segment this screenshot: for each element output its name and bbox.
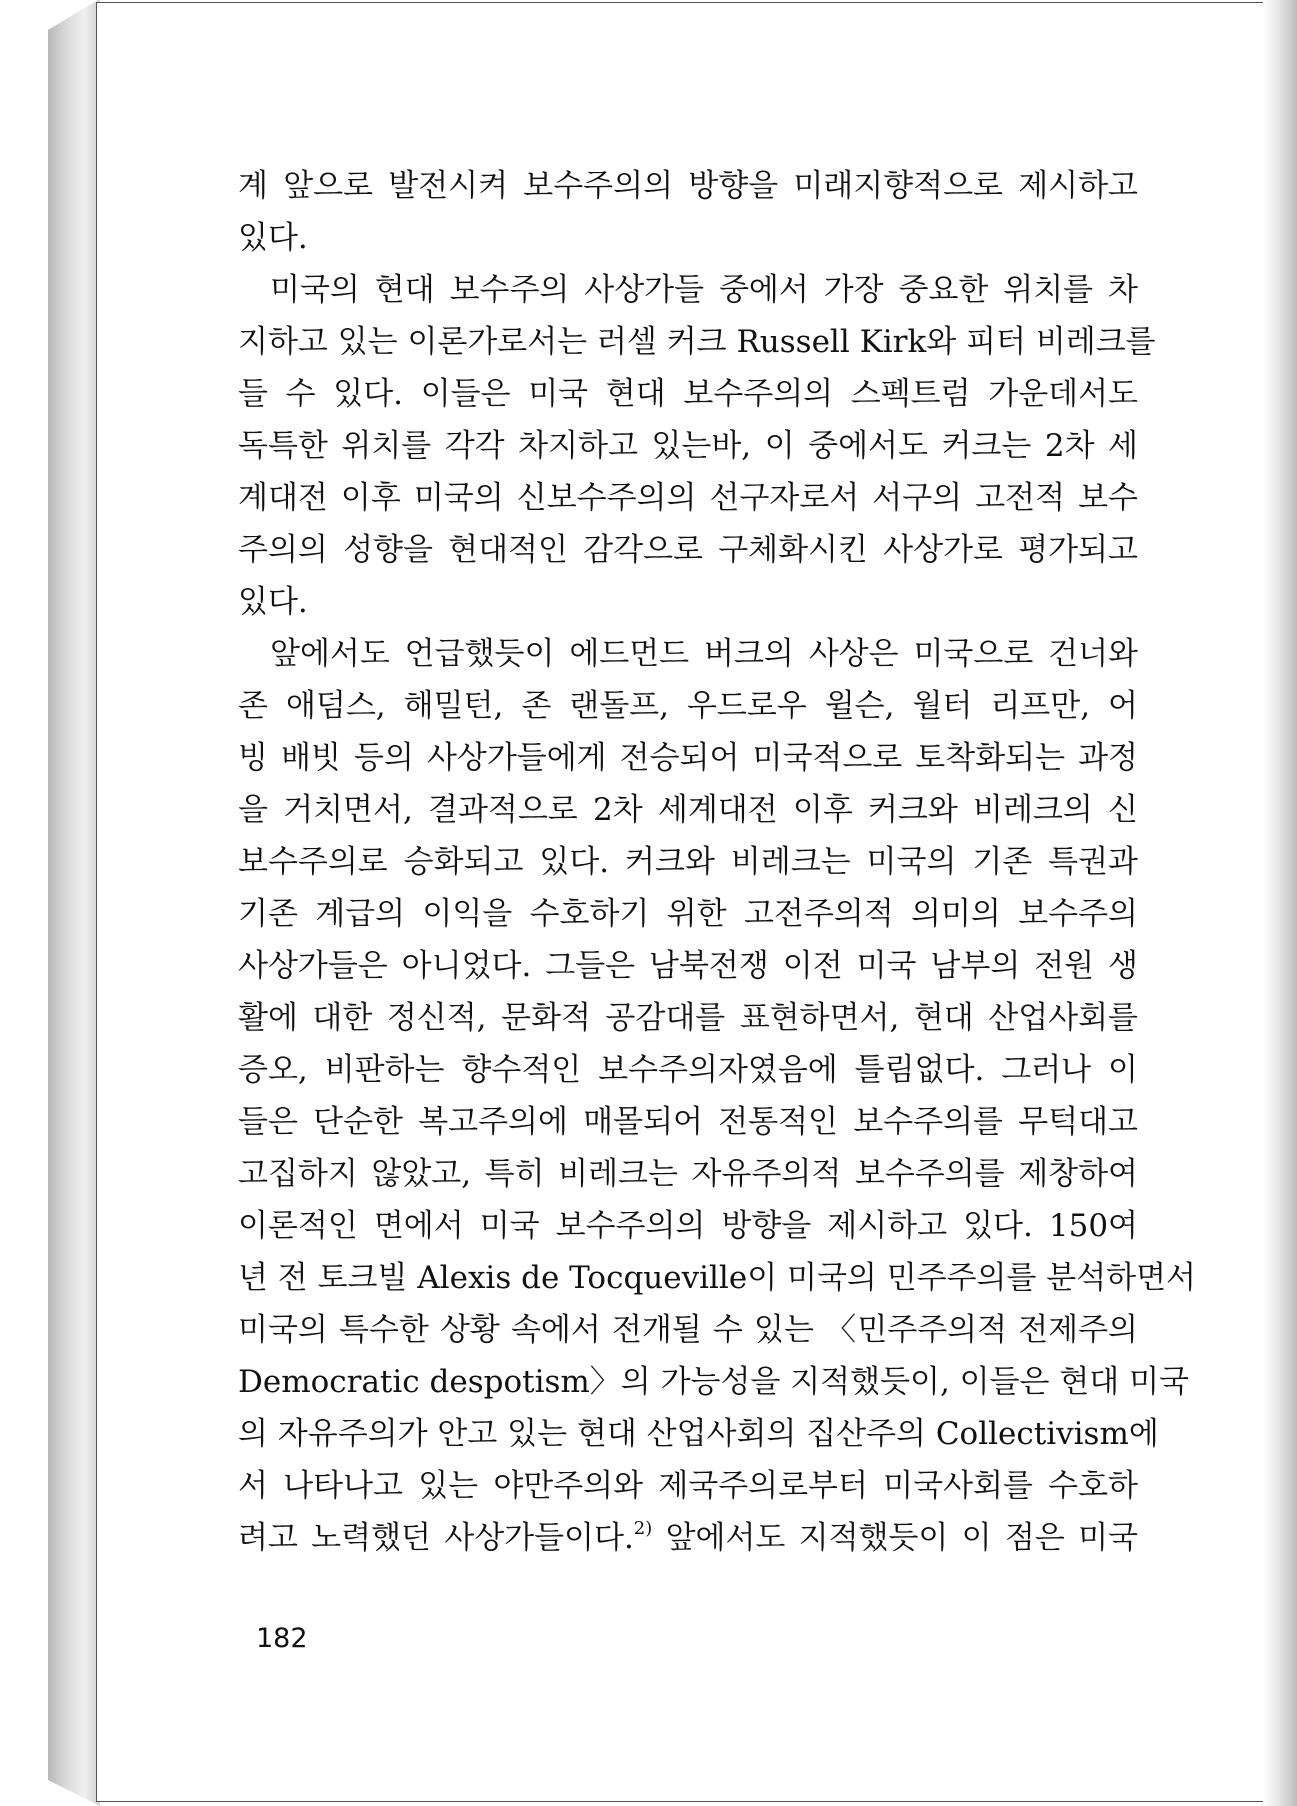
text-line: 미국의 특수한 상황 속에서 전개될 수 있는 〈민주주의적 전제주의 — [238, 1312, 1138, 1348]
page-number: 182 — [256, 1623, 308, 1654]
text-line-segment: 앞에서도 지적했듯이 이 점은 미국 — [652, 1520, 1138, 1556]
footnote-marker: 2) — [633, 1518, 653, 1539]
text-line: 지하고 있는 이론가로서는 러셀 커크 Russell Kirk와 피터 비레크를 — [238, 324, 1156, 360]
text-line — [238, 1512, 1138, 1564]
text-line: 있다. — [238, 584, 308, 620]
text-line: 들은 단순한 복고주의에 매몰되어 전통적인 보수주의를 무턱대고 — [238, 1104, 1138, 1140]
text-line: 이론적인 면에서 미국 보수주의의 방향을 제시하고 있다. 150여 — [238, 1208, 1138, 1244]
text-line: 사상가들은 아니었다. 그들은 남북전쟁 이전 미국 남부의 전원 생 — [238, 948, 1138, 984]
text-line: 계대전 이후 미국의 신보수주의의 선구자로서 서구의 고전적 보수 — [238, 480, 1138, 516]
body-text — [238, 160, 1197, 1564]
text-line: 들 수 있다. 이들은 미국 현대 보수주의의 스펙트럼 가운데서도 — [238, 376, 1138, 412]
page-right-shadow — [1263, 0, 1297, 1806]
text-line: 독특한 위치를 각각 차지하고 있는바, 이 중에서도 커크는 2차 세 — [238, 428, 1138, 464]
text-line: 기존 계급의 이익을 수호하기 위한 고전주의적 의미의 보수주의 — [238, 896, 1138, 932]
text-line: 을 거치면서, 결과적으로 2차 세계대전 이후 커크와 비레크의 신 — [238, 792, 1138, 828]
text-line: 미국의 현대 보수주의 사상가들 중에서 가장 중요한 위치를 차 — [270, 272, 1138, 308]
text-line: 계 앞으로 발전시켜 보수주의의 방향을 미래지향적으로 제시하고 — [238, 168, 1138, 204]
text-line: 있다. — [238, 220, 308, 256]
text-line: 보수주의로 승화되고 있다. 커크와 비레크는 미국의 기존 특권과 — [238, 844, 1138, 880]
book-spine-edge — [48, 0, 100, 1806]
text-line: 증오, 비판하는 향수적인 보수주의자였음에 틀림없다. 그러나 이 — [238, 1052, 1138, 1088]
text-line-segment: 려고 노력했던 사상가들이다. — [238, 1520, 634, 1556]
text-line: 서 나타나고 있는 야만주의와 제국주의로부터 미국사회를 수호하 — [238, 1468, 1138, 1504]
text-line: 앞에서도 언급했듯이 에드먼드 버크의 사상은 미국으로 건너와 — [270, 636, 1138, 672]
text-line: Democratic despotism〉의 가능성을 지적했듯이, 이들은 현대 미국 — [238, 1364, 1189, 1400]
text-line: 의 자유주의가 안고 있는 현대 산업사회의 집산주의 Collectivism에 — [238, 1416, 1159, 1452]
text-line: 고집하지 않았고, 특히 비레크는 자유주의적 보수주의를 제창하여 — [238, 1156, 1138, 1192]
text-line: 존 애덤스, 해밀턴, 존 랜돌프, 우드로우 윌슨, 월터 리프만, 어 — [238, 688, 1138, 724]
text-line: 년 전 토크빌 Alexis de Tocqueville이 미국의 민주주의를 분석하면서 — [238, 1260, 1197, 1296]
text-line: 주의의 성향을 현대적인 감각으로 구체화시킨 사상가로 평가되고 — [238, 532, 1138, 568]
text-line: 활에 대한 정신적, 문화적 공감대를 표현하면서, 현대 산업사회를 — [238, 1000, 1138, 1036]
text-line: 빙 배빗 등의 사상가들에게 전승되어 미국적으로 토착화되는 과정 — [238, 740, 1138, 776]
